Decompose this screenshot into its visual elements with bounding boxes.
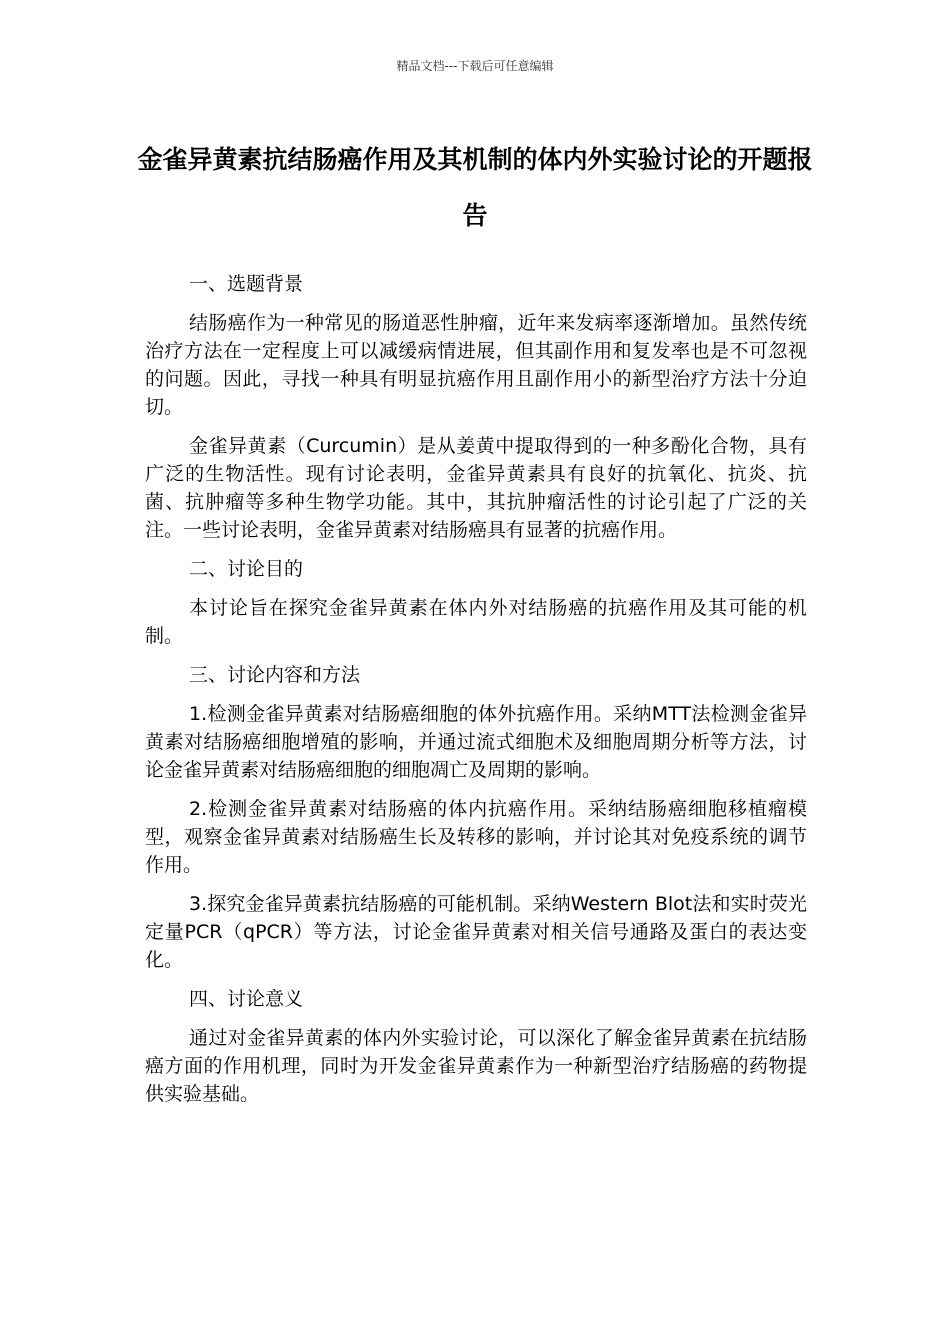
- paragraph: 1.检测金雀异黄素对结肠癌细胞的体外抗癌作用。采纳MTT法检测金雀异黄素对结肠癌细胞增殖的影响，并通过流式细胞术及细胞周期分析等方法，讨论金雀异黄素对结肠癌细胞的细胞凋亡及周期的影响。: [145, 703, 807, 781]
- section-heading: 四、讨论意义: [189, 988, 304, 1010]
- paragraph: 本讨论旨在探究金雀异黄素在体内外对结肠癌的抗癌作用及其可能的机制。: [145, 597, 807, 647]
- section-significance: [145, 985, 807, 1108]
- paragraph: 2.检测金雀异黄素对结肠癌的体内抗癌作用。采纳结肠癌细胞移植瘤模型，观察金雀异黄素对结肠癌生长及转移的影响，并讨论其对免疫系统的调节作用。: [145, 798, 807, 876]
- paragraph: 金雀异黄素（Curcumin）是从姜黄中提取得到的一种多酚化合物，具有广泛的生物活性。现有讨论表明，金雀异黄素具有良好的抗氧化、抗炎、抗菌、抗肿瘤等多种生物学功能。其中，其抗肿瘤活性的讨论引起了广泛的关注。一些讨论表明，金雀异黄素对结肠癌具有显著的抗癌作用。: [145, 435, 807, 541]
- paragraph: 3.探究金雀异黄素抗结肠癌的可能机制。采纳Western Blot法和实时荧光定量PCR（qPCR）等方法，讨论金雀异黄素对相关信号通路及蛋白的表达变化。: [145, 893, 807, 971]
- section-heading: 二、讨论目的: [189, 558, 304, 580]
- section-methods: [145, 661, 807, 974]
- section-heading: 三、讨论内容和方法: [189, 664, 361, 686]
- document-body: [145, 270, 807, 1119]
- section-background: [145, 270, 807, 544]
- document-title: 金雀异黄素抗结肠癌作用及其机制的体内外实验讨论的开题报告: [137, 145, 813, 230]
- paragraph: 结肠癌作为一种常见的肠道恶性肿瘤，近年来发病率逐渐增加。虽然传统治疗方法在一定程度上可以减缓病情进展，但其副作用和复发率也是不可忽视的问题。因此，寻找一种具有明显抗癌作用且副作用小的新型治疗方法十分迫切。: [145, 312, 807, 418]
- header-note: 精品文档---下载后可任意编辑: [396, 59, 554, 73]
- section-purpose: [145, 555, 807, 650]
- paragraph: 通过对金雀异黄素的体内外实验讨论，可以深化了解金雀异黄素在抗结肠癌方面的作用机理，同时为开发金雀异黄素作为一种新型治疗结肠癌的药物提供实验基础。: [145, 1027, 807, 1105]
- section-heading: 一、选题背景: [189, 273, 304, 295]
